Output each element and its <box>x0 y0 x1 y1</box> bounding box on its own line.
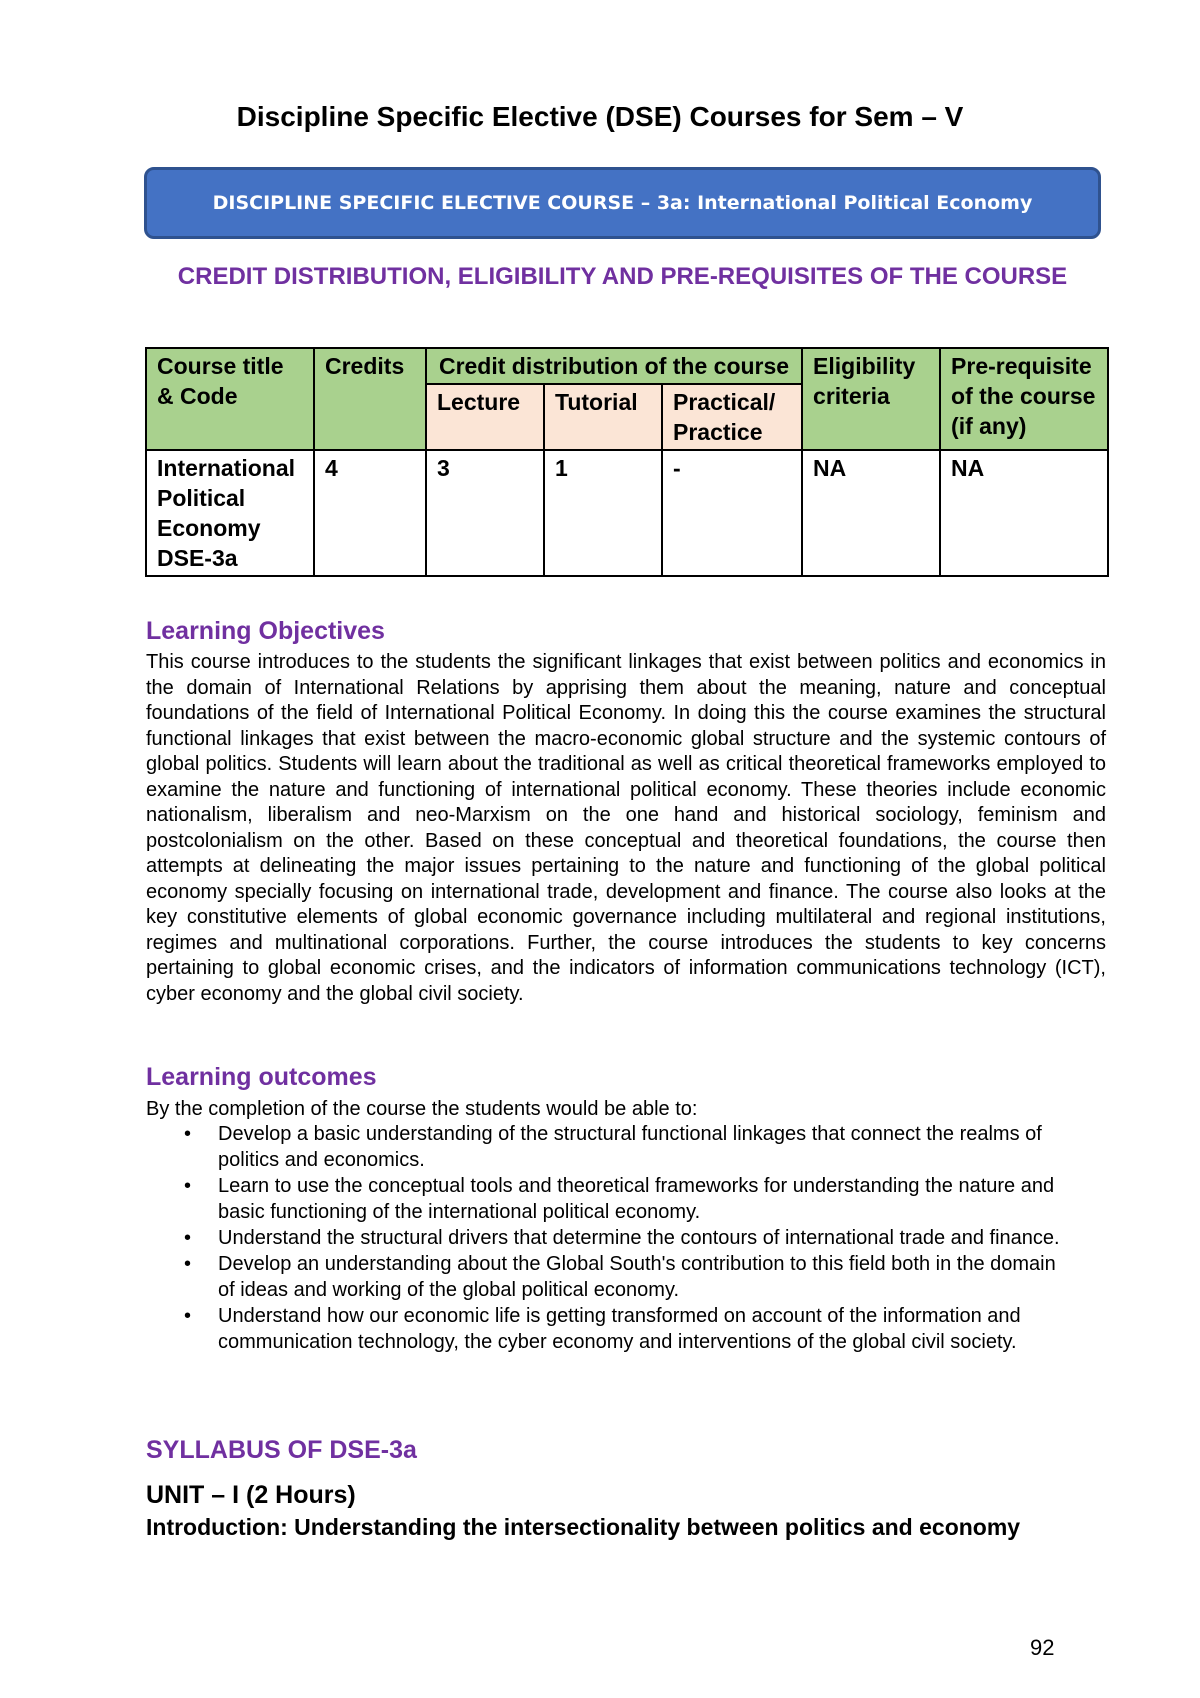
header-eligibility: Eligibility criteria <box>802 348 940 450</box>
credit-heading: CREDIT DISTRIBUTION, ELIGIBILITY AND PRE-REQUISITES OF THE COURSE <box>177 263 1068 290</box>
unit-subtitle: Introduction: Understanding the intersectionality between politics and economy <box>146 1514 1021 1540</box>
cell-course-name: International Political Economy <box>157 455 296 541</box>
course-banner <box>144 167 1101 239</box>
list-item-text: Understand how our economic life is getting transformed on account of the information and communication technology, the cyber economy and interventions of the global civil society. <box>218 1305 1021 1353</box>
cell-practical: - <box>662 450 802 576</box>
header-credit-distribution: Credit distribution of the course <box>426 348 802 384</box>
list-item <box>146 1173 1066 1225</box>
bullet-icon: • <box>184 1305 192 1327</box>
header-course-title: Course title & Code <box>146 348 314 450</box>
course-banner-text: DISCIPLINE SPECIFIC ELECTIVE COURSE – 3a: International Political Economy <box>212 192 1033 214</box>
cell-eligibility: NA <box>802 450 940 576</box>
cell-tutorial: 1 <box>544 450 662 576</box>
table-header-row <box>146 348 1108 384</box>
cell-course-code: DSE-3a <box>157 545 238 571</box>
table-row <box>146 450 1108 576</box>
bullet-icon: • <box>184 1175 192 1197</box>
cell-credits: 4 <box>314 450 426 576</box>
header-tutorial: Tutorial <box>544 384 662 450</box>
list-item <box>146 1251 1066 1303</box>
credit-table <box>145 347 1109 577</box>
page-number: 92 <box>1030 1635 1055 1660</box>
list-item <box>146 1303 1066 1355</box>
cell-lecture: 3 <box>426 450 544 576</box>
bullet-icon: • <box>184 1253 192 1275</box>
list-item-text: Learn to use the conceptual tools and theoretical frameworks for understanding the nature and basic functioning of the international political economy. <box>218 1175 1055 1223</box>
cell-prerequisite: NA <box>940 450 1108 576</box>
learning-objectives-text: This course introduces to the students the significant linkages that exist between politics and economics in the domain of International Relations by apprising them about the meaning, nature and conceptual foundations of the field of International Political Economy. In doing this the course examines the structural functional linkages that exist between the macro-economic global structure and the systemic contours of global politics. Students will learn about the traditional as well as critical theoretical frameworks employed to examine the nature and functioning of international political economy. These theories include economic nationalism, liberalism and neo-Marxism on the one hand and historical sociology, feminism and postcolonialism on the other. Based on these conceptual and theoretical foundations, the course then attempts at delineating the major issues pertaining to the nature and functioning of the global political economy specially focusing on international trade, development and finance. The course also looks at the key constitutive elements of global economic governance including multilateral and regional institutions, regimes and multinational corporations. Further, the course introduces the students to key concerns pertaining to global economic crises, and the indicators of information communications technology (ICT), cyber economy and the global civil society. <box>146 651 1106 1005</box>
bullet-icon: • <box>184 1227 192 1249</box>
learning-outcomes-intro: By the completion of the course the students would be able to: <box>146 1098 698 1120</box>
learning-objectives-heading: Learning Objectives <box>146 617 385 645</box>
learning-outcomes-heading: Learning outcomes <box>146 1063 377 1091</box>
list-item-text: Develop an understanding about the Global South's contribution to this field both in the domain of ideas and working of the global political economy. <box>218 1253 1056 1301</box>
header-prerequisite: Pre-requisite of the course (if any) <box>940 348 1108 450</box>
list-item <box>146 1121 1066 1173</box>
unit-title: UNIT – I (2 Hours) <box>146 1481 356 1509</box>
list-item-text: Develop a basic understanding of the structural functional linkages that connect the realms of politics and economics. <box>218 1123 1042 1171</box>
bullet-icon: • <box>184 1123 192 1145</box>
learning-outcomes-list <box>146 1121 1066 1355</box>
header-practical: Practical/ Practice <box>662 384 802 450</box>
list-item <box>146 1225 1066 1251</box>
syllabus-heading: SYLLABUS OF DSE-3a <box>146 1436 417 1464</box>
header-lecture: Lecture <box>426 384 544 450</box>
cell-course <box>146 450 314 576</box>
header-credits: Credits <box>314 348 426 450</box>
page-title: Discipline Specific Elective (DSE) Courses for Sem – V <box>236 101 964 132</box>
list-item-text: Understand the structural drivers that determine the contours of international trade and finance. <box>218 1227 1060 1249</box>
